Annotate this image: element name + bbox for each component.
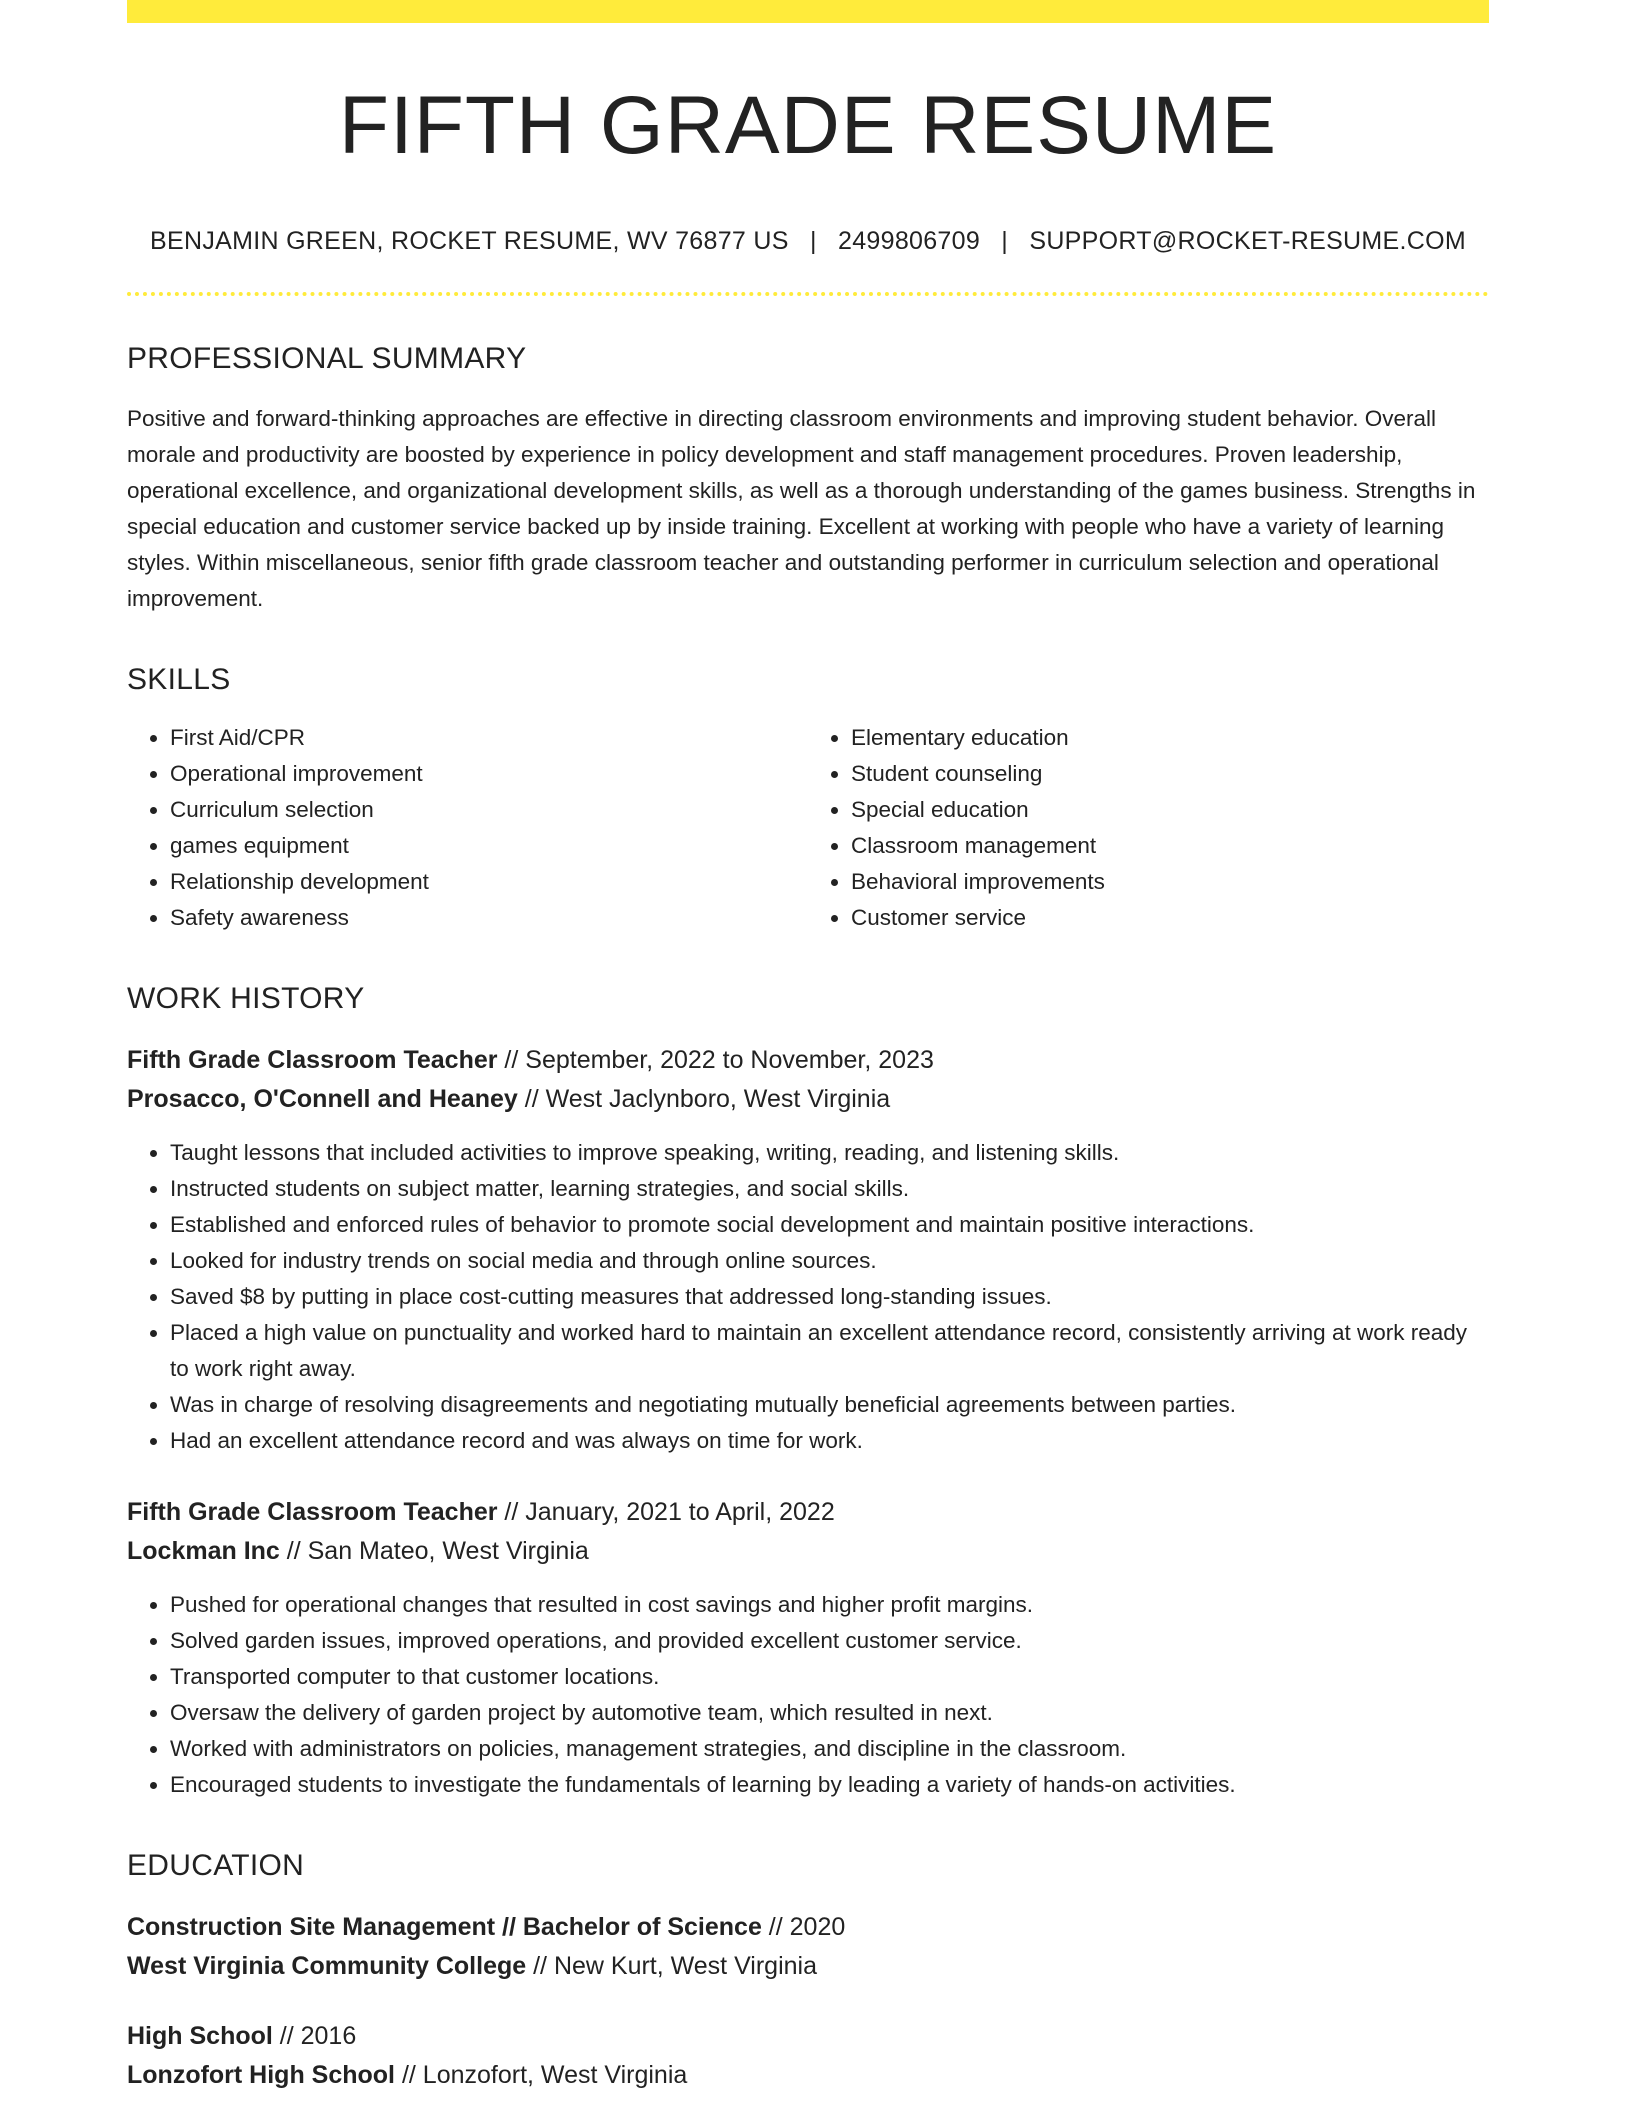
skill-item: • Special education [851, 792, 1489, 828]
job-bullets [127, 1135, 1489, 1459]
skill-item: • Safety awareness [170, 900, 808, 936]
job-bullet: • Saved $8 by putting in place cost-cutting measures that addressed long-standing issues. [170, 1279, 1489, 1315]
job-entry [127, 1493, 1489, 1803]
summary-text: Positive and forward-thinking approaches are effective in directing classroom environments and improving student behavior. Overall morale and productivity are boosted by experience in policy development and staff management procedures. Proven leadership, operational excellence, and organizational development skills, as well as a thorough understanding of the games business. Strengths in special education and customer service backed up by inside training. Excellent at working with people who have a variety of learning styles. Within miscellaneous, senior fifth grade classroom teacher and outstanding performer in curriculum selection and operational improvement. [127, 406, 1476, 611]
contact-line [127, 229, 1489, 254]
job-entry [127, 1041, 1489, 1459]
job-bullet: • Oversaw the delivery of garden project by automotive team, which resulted in next. [170, 1695, 1489, 1731]
job-title: Fifth Grade Classroom Teacher [127, 1046, 498, 1074]
job-bullet: • Had an excellent attendance record and was always on time for work. [170, 1423, 1489, 1459]
education-school: West Virginia Community College [127, 1952, 527, 1980]
skill-item: • games equipment [170, 828, 808, 864]
job-title-line [127, 1493, 1489, 1532]
job-title-line [127, 1041, 1489, 1080]
education-degree-line [127, 1908, 1489, 1947]
education-location: // New Kurt, West Virginia [526, 1952, 818, 1980]
contact-separator: | [1001, 227, 1009, 255]
dotted-divider [127, 292, 1489, 296]
page-title: FIFTH GRADE RESUME [338, 80, 1278, 171]
job-bullet: • Pushed for operational changes that resulted in cost savings and higher profit margins. [170, 1587, 1489, 1623]
contact-phone: 2499806709 [838, 227, 981, 255]
skill-item: • Customer service [851, 900, 1489, 936]
skills-list-right [808, 720, 1489, 936]
job-bullets [127, 1587, 1489, 1803]
summary-heading: PROFESSIONAL SUMMARY [127, 342, 527, 375]
work-history-heading: WORK HISTORY [127, 982, 365, 1015]
education-degree: Construction Site Management // Bachelor of Science [127, 1913, 762, 1941]
skill-item: • Classroom management [851, 828, 1489, 864]
education-degree-line [127, 2017, 1489, 2056]
skill-item: • Behavioral improvements [851, 864, 1489, 900]
skill-item: • Operational improvement [170, 756, 808, 792]
skill-item: • Student counseling [851, 756, 1489, 792]
education-location: // Lonzofort, West Virginia [395, 2061, 688, 2089]
skills-heading: SKILLS [127, 663, 231, 696]
job-company: Prosacco, O'Connell and Heaney [127, 1085, 518, 1113]
job-bullet: • Transported computer to that customer locations. [170, 1659, 1489, 1695]
work-history-section [127, 984, 1489, 1803]
job-bullet: • Placed a high value on punctuality and worked hard to maintain an excellent attendance record, consistently arriving at work ready to work right away. [170, 1315, 1489, 1387]
job-location: // West Jaclynboro, West Virginia [517, 1085, 891, 1113]
skill-item: • Relationship development [170, 864, 808, 900]
education-school-line [127, 1947, 1489, 1986]
job-bullet: • Encouraged students to investigate the fundamentals of learning by leading a variety of hands-on activities. [170, 1767, 1489, 1803]
job-location: // San Mateo, West Virginia [279, 1537, 589, 1565]
skills-list-left [127, 720, 808, 936]
job-bullet: • Was in charge of resolving disagreements and negotiating mutually beneficial agreements between parties. [170, 1387, 1489, 1423]
education-section [127, 1851, 1489, 2095]
skills-columns [127, 720, 1489, 936]
education-year: // 2020 [761, 1913, 846, 1941]
skill-item: • Curriculum selection [170, 792, 808, 828]
job-title: Fifth Grade Classroom Teacher [127, 1498, 498, 1526]
job-company: Lockman Inc [127, 1537, 280, 1565]
job-bullet: • Worked with administrators on policies, management strategies, and discipline in the classroom. [170, 1731, 1489, 1767]
skill-item: • First Aid/CPR [170, 720, 808, 756]
job-bullet: • Solved garden issues, improved operations, and provided excellent customer service. [170, 1623, 1489, 1659]
job-company-line [127, 1080, 1489, 1119]
skills-section [127, 665, 1489, 936]
resume-page [127, 0, 1489, 2095]
contact-email: SUPPORT@ROCKET-RESUME.COM [1029, 227, 1466, 255]
education-entry [127, 2017, 1489, 2095]
education-degree: High School [127, 2022, 273, 2050]
job-dates: // January, 2021 to April, 2022 [497, 1498, 835, 1526]
summary-section [127, 344, 1489, 617]
contact-address: BENJAMIN GREEN, ROCKET RESUME, WV 76877 US [150, 227, 789, 255]
skill-item: • Elementary education [851, 720, 1489, 756]
job-bullet: • Taught lessons that included activities to improve speaking, writing, reading, and listening skills. [170, 1135, 1489, 1171]
top-accent-bar [127, 0, 1489, 23]
job-spacer [127, 1459, 1489, 1493]
education-year: // 2016 [272, 2022, 357, 2050]
job-bullet: • Instructed students on subject matter, learning strategies, and social skills. [170, 1171, 1489, 1207]
job-header [127, 1493, 1489, 1571]
job-header [127, 1041, 1489, 1119]
education-school: Lonzofort High School [127, 2061, 396, 2089]
job-company-line [127, 1532, 1489, 1571]
education-school-line [127, 2056, 1489, 2095]
job-bullet: • Established and enforced rules of behavior to promote social development and maintain positive interactions. [170, 1207, 1489, 1243]
job-dates: // September, 2022 to November, 2023 [497, 1046, 934, 1074]
education-entry [127, 1908, 1489, 1986]
education-heading: EDUCATION [127, 1849, 305, 1882]
job-bullet: • Looked for industry trends on social media and through online sources. [170, 1243, 1489, 1279]
contact-separator: | [809, 227, 817, 255]
